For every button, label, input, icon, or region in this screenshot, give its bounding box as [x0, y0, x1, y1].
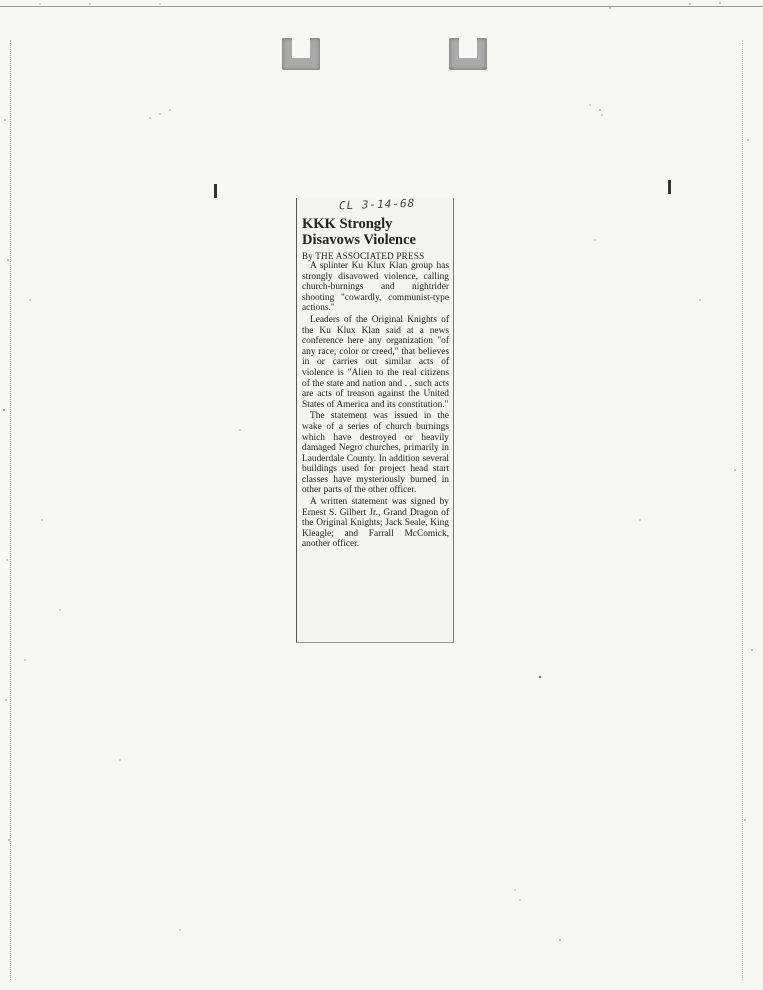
headline-line-1: KKK Strongly — [302, 216, 393, 232]
article-paragraph-2: Leaders of the Original Knights of the Ku Klux Klan said at a news conference here any organization "of any race, color or creed," that believes in or carries out similar acts of violence is "Alien to the real citizens of the state and nation and . . such acts are acts of treason against the United States of America and its constitution." — [302, 314, 449, 410]
byline-source: THE ASSOCIATED PRESS — [315, 251, 425, 261]
article-paragraph-1: A splinter Ku Klux Klan group has strongly disavowed violence, calling church-burnings and nightrider shooting "cowardly, communist-type actions." — [302, 261, 449, 314]
byline — [302, 251, 449, 261]
binder-clip-right — [449, 38, 487, 70]
binder-clip-left — [282, 38, 320, 70]
handwritten-date-note: CL 3-14-68 — [338, 196, 416, 213]
newspaper-clipping — [296, 198, 454, 643]
article-paragraph-3: The statement was issued in the wake of a series of church burnings which have destroyed or heavily damaged Negro churches, primarily in Lauderdale County. In addition several buildings used for project head start classes have mysteriously burned in other parts of the other officer. — [302, 411, 449, 496]
headline — [302, 216, 449, 248]
byline-prefix: By — [302, 251, 313, 261]
margin-mark-right — [668, 180, 671, 194]
margin-mark-left — [214, 184, 217, 198]
article-paragraph-4: A written statement was signed by Ernest S. Gilbert Jr., Grand Dragon of the Original Knights; Jack Seale, King Kleagle; and Farrall McComick, another officer. — [302, 497, 449, 550]
headline-line-2: Disavows Violence — [302, 232, 416, 248]
